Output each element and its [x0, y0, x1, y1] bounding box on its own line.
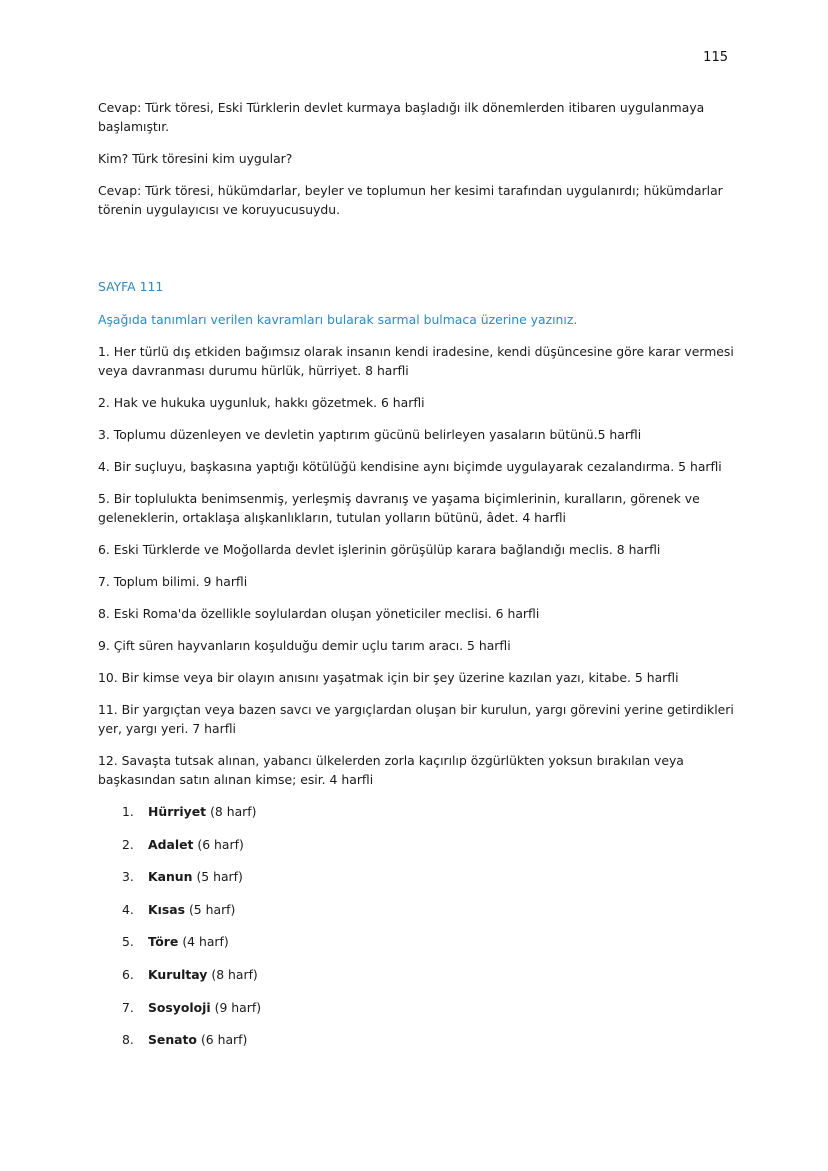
answer-word: Sosyoloji: [148, 999, 211, 1015]
clue-item: 10. Bir kimse veya bir olayın anısını yaşatmak için bir şey üzerine kazılan yazı, kitabe. 5 harfli: [98, 670, 679, 685]
clue-item: 1. Her türlü dış etkiden bağımsız olarak insanın kendi iradesine, kendi düşüncesine göre karar vermesi veya davranması durumu hürlük, hürriyet. 8 harfli: [98, 344, 734, 378]
answer-item: [122, 867, 738, 886]
answer-item: [122, 835, 738, 854]
answer-letter-count: (8 harf): [210, 804, 257, 819]
answer-letter-count: (6 harf): [197, 836, 244, 852]
answer-item: [122, 965, 738, 984]
clue-item: 5. Bir toplulukta benimsenmiş, yerleşmiş davranış ve yaşama biçimlerinin, kuralların, görenek ve geleneklerin, ortaklaşa alışkanlıkların, tutulan yolların bütünü, âdet. 4 harfli: [98, 491, 700, 525]
answer-letter-count: (5 harf): [196, 869, 243, 885]
answer-paragraph: Cevap: Türk töresi, Eski Türklerin devlet kurmaya başladığı ilk dönemlerden itibaren uygulanmaya başlamıştır.: [98, 100, 705, 134]
section-instruction: Aşağıda tanımları verilen kavramları bularak sarmal bulmaca üzerine yazınız.: [98, 312, 578, 327]
answer-paragraph: Cevap: Türk töresi, hükümdarlar, beyler ve toplumun her kesimi tarafından uygulanırdı; hükümdarlar törenin uygulayıcısı ve koruyucusuydu.: [98, 183, 723, 217]
answer-list: [98, 802, 738, 1049]
answer-item: [122, 932, 738, 951]
clue-item: 8. Eski Roma'da özellikle soylulardan oluşan yöneticiler meclisi. 6 harfli: [98, 606, 540, 621]
answer-word: Kısas: [148, 901, 185, 917]
question-answer-block: [98, 98, 738, 219]
clue-item: 2. Hak ve hukuka uygunluk, hakkı gözetmek. 6 harfli: [98, 395, 425, 410]
answer-number: 6.: [122, 966, 134, 982]
clue-list: [98, 342, 738, 789]
clue-item: 11. Bir yargıçtan veya bazen savcı ve yargıçlardan oluşan bir kurulun, yargı görevini yerine getirdikleri yer, yargı yeri. 7 harfli: [98, 702, 734, 736]
answer-number: 5.: [122, 934, 134, 950]
answer-letter-count: (8 harf): [211, 966, 258, 982]
answer-number: 4.: [122, 901, 134, 917]
clue-item: 12. Savaşta tutsak alınan, yabancı ülkelerden zorla kaçırılıp özgürlükten yoksun bırakılan veya başkasından satın alınan kimse; esir. 4 harfli: [98, 753, 684, 787]
answer-word: Kanun: [148, 869, 193, 885]
page-number: 115: [703, 50, 728, 65]
answer-number: 2.: [122, 836, 134, 852]
answer-item: [122, 900, 738, 919]
answer-letter-count: (6 harf): [200, 1032, 248, 1048]
clue-item: 9. Çift süren hayvanların koşulduğu demir uçlu tarım aracı. 5 harfli: [98, 638, 511, 653]
answer-number: 1.: [122, 804, 134, 819]
answer-word: Hürriyet: [148, 804, 207, 819]
answer-word: Töre: [148, 934, 179, 950]
clue-item: 4. Bir suçluyu, başkasına yaptığı kötülüğü kendisine aynı biçimde uygulayarak cezalandırma. 5 harfli: [98, 459, 722, 474]
page-content: [98, 98, 738, 1063]
answer-number: 8.: [122, 1032, 134, 1048]
question-paragraph: Kim? Türk töresini kim uygular?: [98, 151, 293, 166]
answer-word: Adalet: [148, 836, 194, 852]
answer-letter-count: (4 harf): [182, 934, 229, 950]
answer-word: Senato: [148, 1032, 197, 1048]
answer-item: [122, 1030, 738, 1049]
clue-item: 7. Toplum bilimi. 9 harfli: [98, 574, 248, 589]
answer-item: [122, 802, 738, 821]
answer-item: [122, 998, 738, 1017]
answer-number: 3.: [122, 869, 134, 885]
answer-letter-count: (9 harf): [214, 999, 262, 1015]
clue-item: 3. Toplumu düzenleyen ve devletin yaptırım gücünü belirleyen yasaların bütünü.5 harfli: [98, 427, 642, 442]
section-title: SAYFA 111: [98, 279, 164, 294]
answer-number: 7.: [122, 999, 134, 1015]
answer-letter-count: (5 harf): [188, 901, 236, 917]
answer-word: Kurultay: [148, 966, 208, 982]
clue-item: 6. Eski Türklerde ve Moğollarda devlet işlerinin görüşülüp karara bağlandığı meclis. 8 harfli: [98, 542, 661, 557]
